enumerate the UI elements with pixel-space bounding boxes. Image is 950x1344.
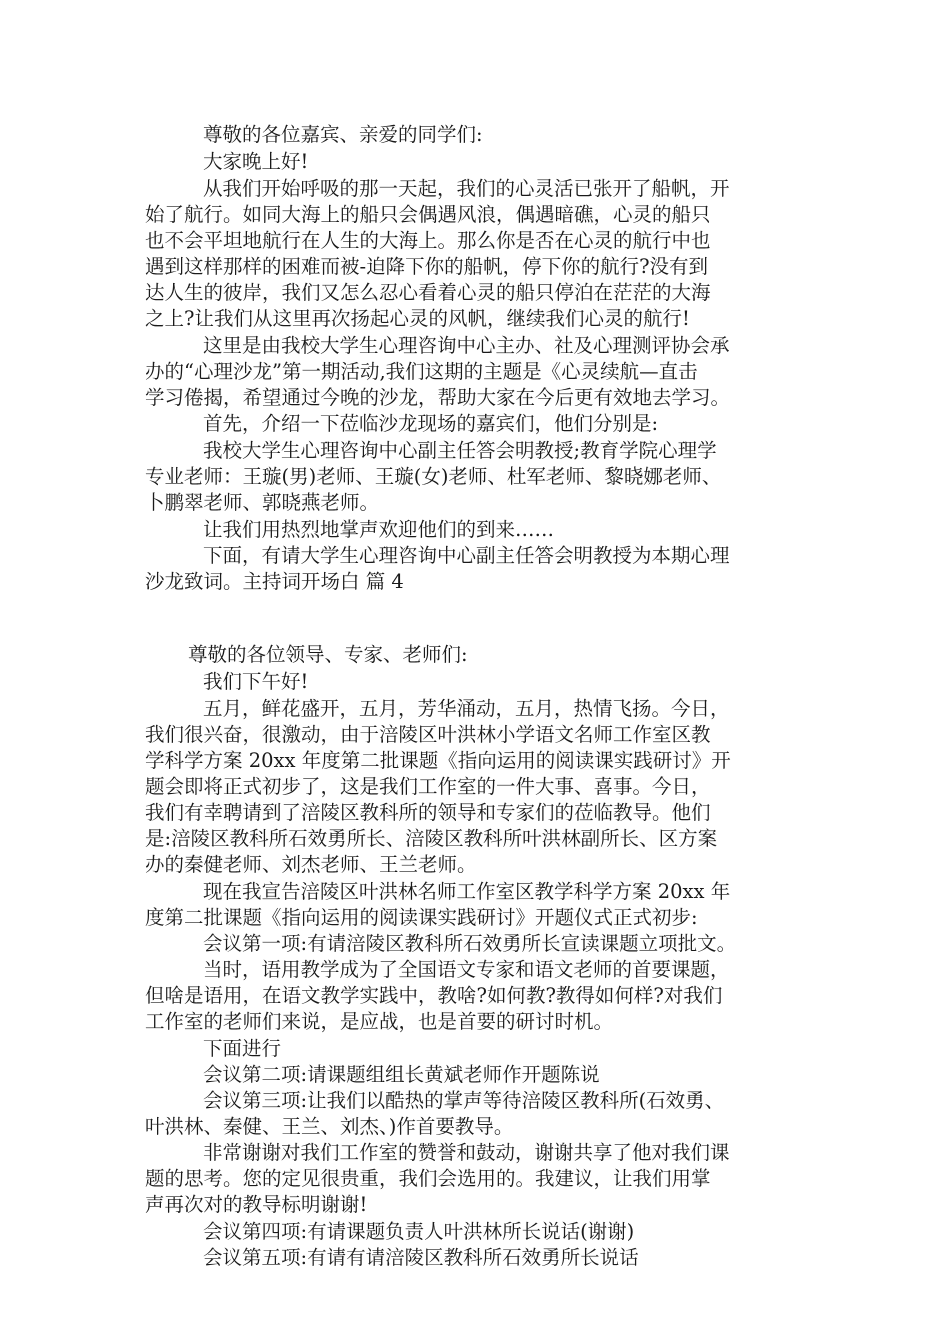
paragraph-line: 会议第一项:有请涪陵区教科所石效勇所长宣读课题立项批文。 [203, 932, 737, 955]
paragraph-line: 也不会平坦地航行在人生的大海上。那么你是否在心灵的航行中也 [145, 229, 711, 252]
paragraph-line: 会议第二项:请课题组组长黄斌老师作开题陈说 [203, 1063, 600, 1086]
paragraph-line: 度第二批课题《指向运用的阅读课实践研讨》开题仪式正式初步: [145, 906, 698, 929]
paragraph-line: 专业老师：王璇(男)老师、王璇(女)老师、杜军老师、黎晓娜老师、 [145, 465, 722, 488]
paragraph-line: 当时，语用教学成为了全国语文专家和语文老师的首要课题， [203, 958, 730, 981]
paragraph-line: 但啥是语用，在语文教学实践中，教啥?如何教?教得如何样?对我们 [145, 984, 723, 1007]
paragraph-line: 沙龙致词。主持词开场白 篇 4 [145, 570, 404, 593]
greeting-line: 我们下午好! [203, 670, 309, 693]
paragraph-line: 工作室的老师们来说，是应战，也是首要的研讨时机。 [145, 1010, 614, 1033]
paragraph-line: 下面，有请大学生心理咨询中心副主任答会明教授为本期心理 [203, 544, 730, 567]
paragraph-line: 五月，鲜花盛开，五月，芳华涌动，五月，热情飞扬。今日， [203, 697, 730, 720]
paragraph-line: 之上?让我们从这里再次扬起心灵的风帆，继续我们心灵的航行! [145, 307, 690, 330]
paragraph-line: 会议第五项:有请有请涪陵区教科所石效勇所长说话 [203, 1246, 639, 1269]
paragraph-line: 办的秦健老师、刘杰老师、王兰老师。 [145, 853, 477, 876]
salutation-line: 尊敬的各位领导、专家、老师们: [188, 643, 468, 666]
paragraph-line: 题会即将正式初步了，这是我们工作室的一件大事、喜事。今日， [145, 775, 711, 798]
paragraph-line: 我们很兴奋，很激动，由于涪陵区叶洪林小学语文名师工作室区教 [145, 723, 711, 746]
paragraph-line: 声再次对的教导标明谢谢! [145, 1193, 368, 1216]
paragraph-line: 始了航行。如同大海上的船只会偶遇风浪，偶遇暗礁，心灵的船只 [145, 203, 711, 226]
paragraph-line: 会议第三项:让我们以酷热的掌声等待涪陵区教科所(石效勇、 [203, 1089, 725, 1112]
paragraph-line: 叶洪林、秦健、王兰、刘杰、)作首要教导。 [145, 1115, 514, 1138]
paragraph-line: 遇到这样那样的困难而被-迫降下你的船帆，停下你的航行?没有到 [145, 255, 709, 278]
paragraph-line: 学科学方案 20xx 年度第二批课题《指向运用的阅读课实践研讨》开 [145, 749, 731, 772]
paragraph-line: 首先，介绍一下莅临沙龙现场的嘉宾们，他们分别是: [203, 412, 659, 435]
paragraph-line: 学习倦揭，希望通过今晚的沙龙，帮助大家在今后更有效地去学习。 [145, 386, 731, 409]
salutation-line: 尊敬的各位嘉宾、亲爱的同学们: [203, 123, 483, 146]
paragraph-line: 卜鹏翠老师、郭晓燕老师。 [145, 491, 380, 514]
greeting-line: 大家晚上好! [203, 150, 309, 173]
paragraph-line: 题的思考。您的定见很贵重，我们会选用的。我建议，让我们用掌 [145, 1167, 711, 1190]
paragraph-line: 我们有幸聘请到了涪陵区教科所的领导和专家们的莅临教导。他们 [145, 801, 711, 824]
paragraph-line: 现在我宣告涪陵区叶洪林名师工作室区教学科学方案 20xx 年 [203, 880, 731, 903]
paragraph-line: 这里是由我校大学生心理咨询中心主办、社及心理测评协会承 [203, 334, 730, 357]
paragraph-line: 非常谢谢对我们工作室的赞誉和鼓动，谢谢共享了他对我们课 [203, 1141, 730, 1164]
paragraph-line: 从我们开始呼吸的那一天起，我们的心灵活已张开了船帆，开 [203, 177, 730, 200]
paragraph-line: 达人生的彼岸，我们又怎么忍心看着心灵的船只停泊在茫茫的大海 [145, 281, 711, 304]
paragraph-line: 是:涪陵区教科所石效勇所长、涪陵区教科所叶洪林副所长、区方案 [145, 827, 718, 850]
paragraph-line: 让我们用热烈地掌声欢迎他们的到来…… [203, 518, 555, 541]
paragraph-line: 下面进行 [203, 1037, 282, 1060]
paragraph-line: 会议第四项:有请课题负责人叶洪林所长说话(谢谢) [203, 1220, 635, 1243]
paragraph-line: 办的“心理沙龙”第一期活动,我们这期的主题是《心灵续航—直击 [145, 360, 698, 383]
paragraph-line: 我校大学生心理咨询中心副主任答会明教授;教育学院心理学 [203, 439, 717, 462]
